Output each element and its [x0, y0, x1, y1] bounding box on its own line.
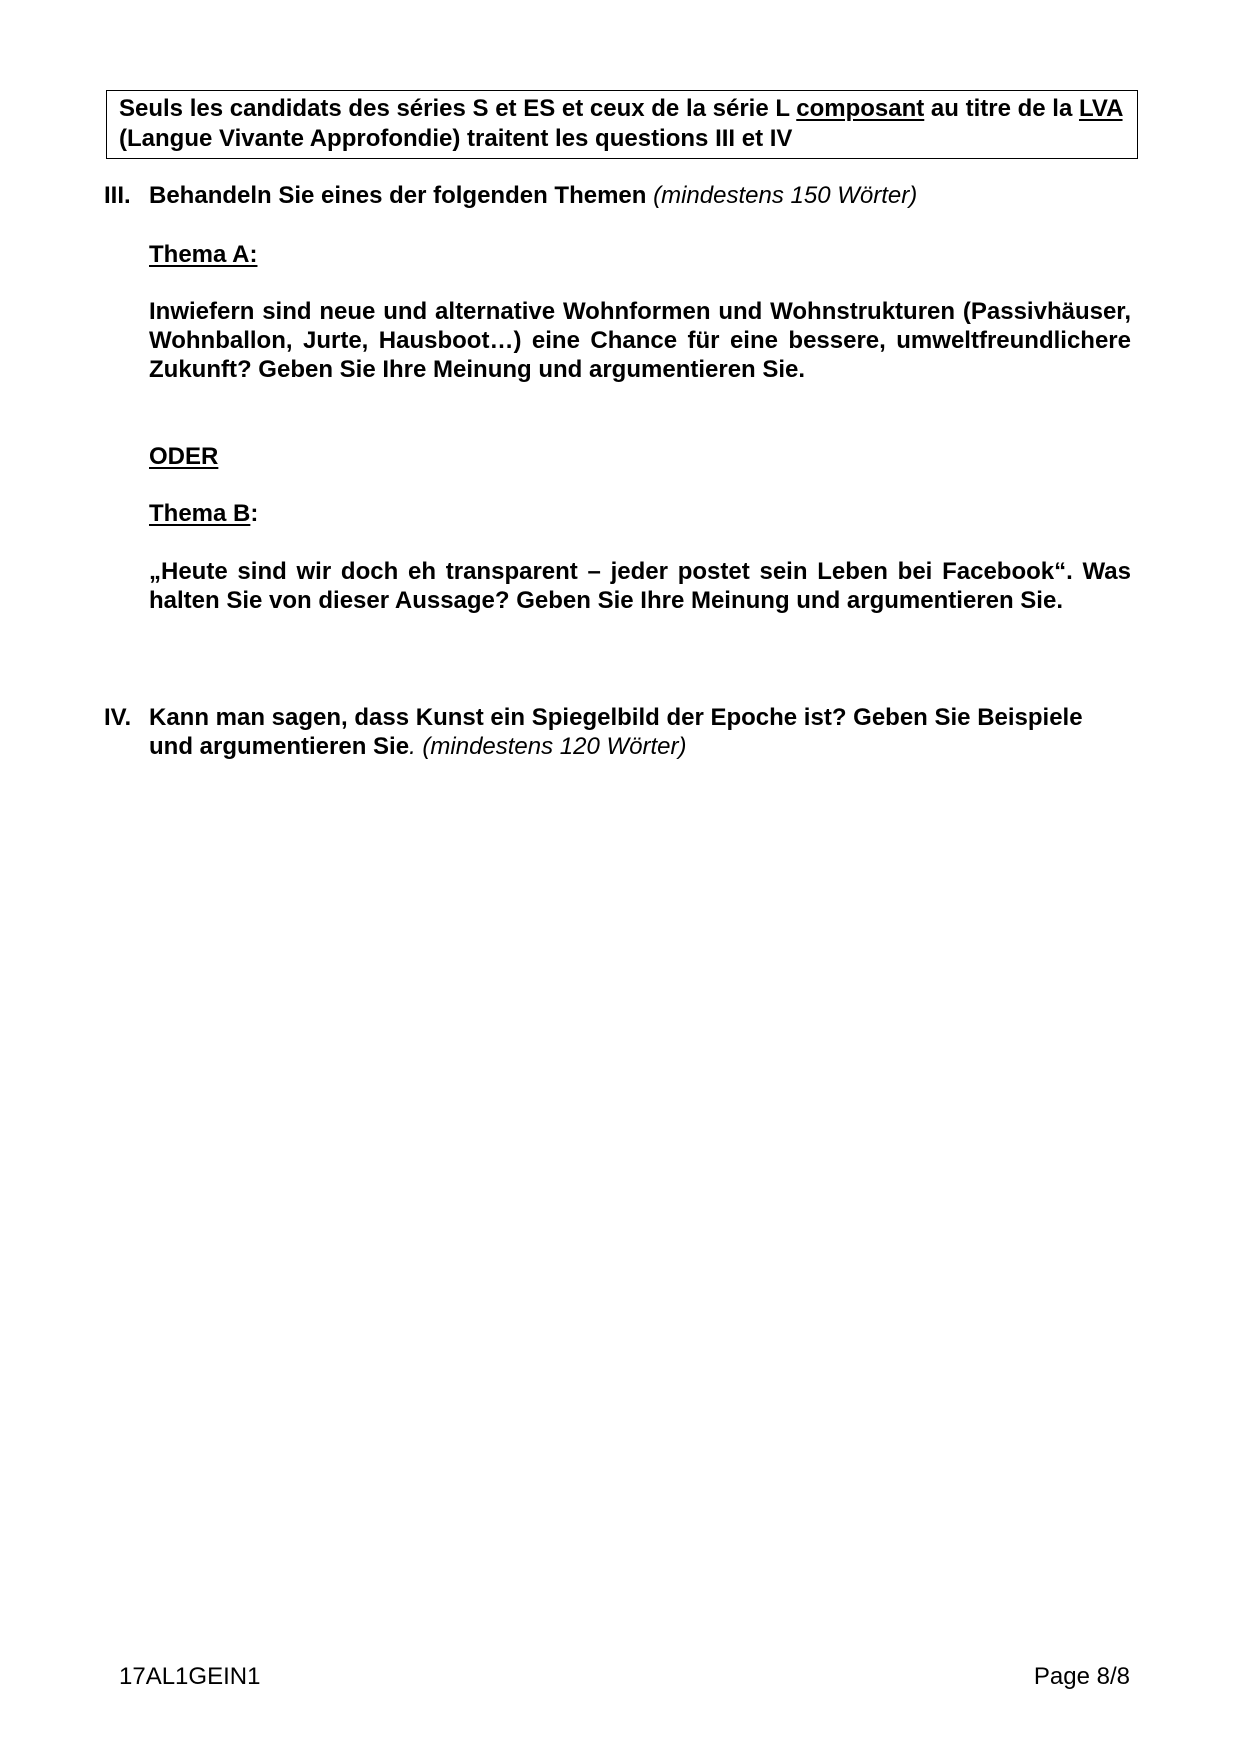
candidates-notice-box: [106, 90, 1138, 159]
footer-page-number: Page 8/8: [1033, 1663, 1130, 1690]
thema-b-heading: [149, 499, 1131, 528]
oder-text: ODER: [149, 443, 219, 470]
notice-composant: composant: [796, 95, 925, 122]
thema-b-text: „Heute sind wir doch eh transparent – jeder postet sein Leben bei Facebook“. Was halten Sie von dieser Aussage? Geben Sie Ihre Meinung und argumentieren Sie.: [149, 558, 1131, 614]
notice-lva: LVA: [1078, 95, 1123, 122]
notice-text-part1: Seuls les candidats des séries S et ES et ceux de la série L: [119, 95, 797, 122]
notice-text-part3: (Langue Vivante Approfondie) traitent les questions III et IV: [119, 125, 793, 152]
thema-a-heading: [149, 240, 1131, 269]
section-4-word-hint: (mindestens 120 Wörter): [422, 733, 687, 760]
section-4-question: Kann man sagen, dass Kunst ein Spiegelbild der Epoche ist? Geben Sie Beispiele und argumentieren Sie: [149, 704, 1083, 760]
section-4-text: [149, 703, 1131, 761]
section-3-title-text: Behandeln Sie eines der folgenden Themen: [149, 182, 647, 209]
thema-b-heading-text: Thema B: [149, 500, 251, 527]
section-3-title: [149, 181, 1131, 210]
notice-text-part2: au titre de la: [924, 95, 1079, 122]
section-3-word-hint: (mindestens 150 Wörter): [653, 182, 918, 209]
section-3-number: III.: [104, 182, 131, 209]
section-4-number: IV.: [104, 704, 132, 731]
footer-exam-code: 17AL1GEIN1: [119, 1663, 261, 1690]
oder-separator: [149, 442, 1131, 471]
section-4-dot: .: [409, 733, 416, 760]
thema-a-text: Inwiefern sind neue und alternative Wohnformen und Wohnstrukturen (Passivhäuser, Wohnballon, Jurte, Hausboot…) eine Chance für eine bessere, umweltfreundlichere Zukunft? Geben Sie Ihre Meinung und argumentieren Sie.: [149, 298, 1131, 383]
thema-b-heading-colon: :: [250, 500, 259, 527]
thema-a-heading-text: Thema A:: [149, 241, 258, 268]
